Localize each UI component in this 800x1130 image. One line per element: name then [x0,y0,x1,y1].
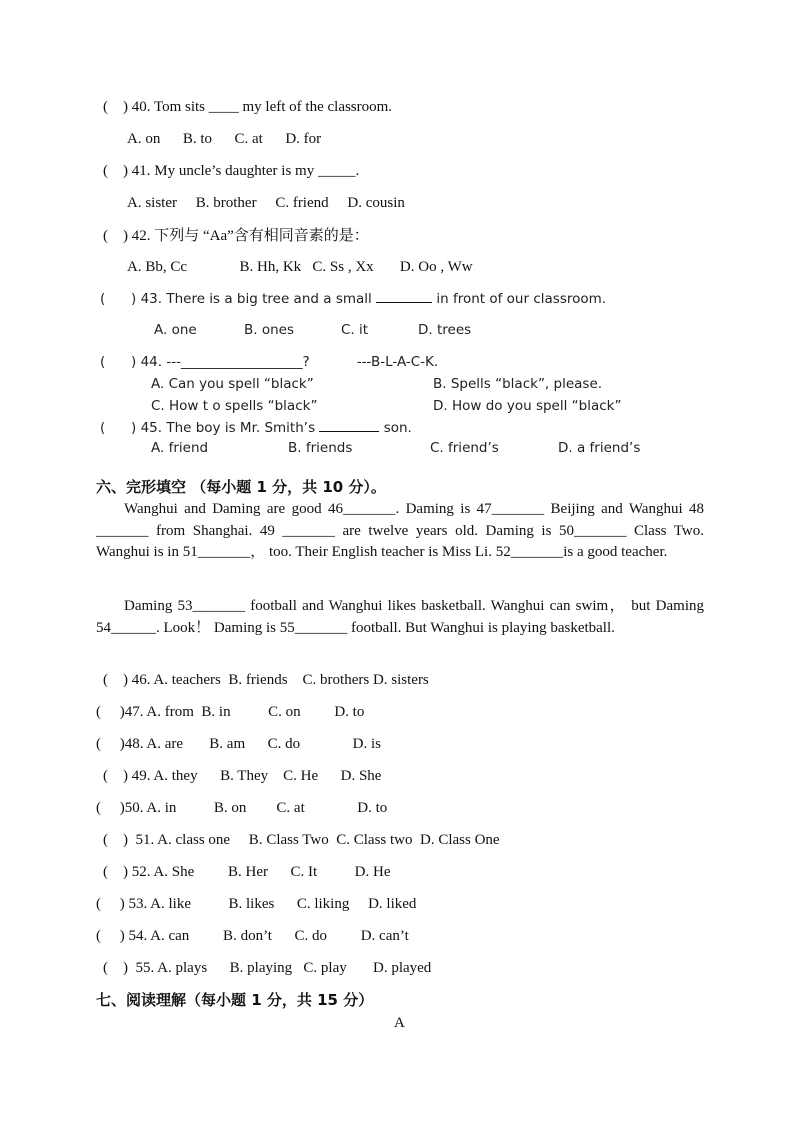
question-44: ( ) 44. ---__________________? ---B-L-A-C-K. [100,354,439,370]
question-42: ( ) 42. 下列与 “Aa”含有相同音素的是： [103,228,369,244]
question-46: ( ) 46. A. teachers B. friends C. brothers D. sisters [103,672,429,688]
question-42-options: A. Bb, Cc B. Hh, Kk C. Ss , Xx D. Oo , Ww [127,259,473,275]
answer-blank [319,417,379,432]
question-44-option-c: C. How t o spells “black” [151,398,318,414]
question-43-option-d: D. trees [418,322,472,338]
question-43-option-b: B. ones [244,322,294,338]
question-54: ( ) 54. A. can B. don’t C. do D. can’t [96,928,409,944]
question-45-option-b: B. friends [288,440,353,456]
question-41: ( ) 41. My uncle’s daughter is my _____. [103,163,360,179]
question-45: ( ) 45. The boy is Mr. Smith’s son. [100,417,412,438]
section-6-heading: 六、完形填空 （每小题 1 分，共 10 分）。 [96,478,386,496]
question-49: ( ) 49. A. they B. They C. He D. She [103,768,382,784]
question-50: ( )50. A. in B. on C. at D. to [96,800,388,816]
question-43-option-a: A. one [154,322,197,338]
cloze-paragraph-1: Wanghui and Daming are good 46_______. Daming is 47_______ Beijing and Wanghui 48 _______ from Shanghai. 49 _______ are twelve years old. Daming is 50_______ Class Two. Wanghui is in 51_______， too. Their English teacher is Miss Li. 52_______is a good teacher. [96,501,704,561]
cloze-paragraph-2: Daming 53_______ football and Wanghui likes basketball. Wanghui can swim， but Daming 54______. Look！ Daming is 55_______ football. But Wanghui is playing basketball. [96,598,704,636]
question-44-option-a: A. Can you spell “black” [151,376,314,392]
question-40: ( ) 40. Tom sits ____ my left of the classroom. [103,99,393,115]
question-45-option-c: C. friend’s [430,440,499,456]
question-51: ( ) 51. A. class one B. Class Two C. Class two D. Class One [103,832,500,848]
passage-label: A [394,1015,405,1031]
question-43: ( ) 43. There is a big tree and a small in front of our classroom. [100,288,606,309]
question-40-options: A. on B. to C. at D. for [127,131,322,147]
question-44-option-b: B. Spells “black”, please. [433,376,603,392]
question-41-options: A. sister B. brother C. friend D. cousin [127,195,405,211]
question-55: ( ) 55. A. plays B. playing C. play D. played [103,960,432,976]
question-53: ( ) 53. A. like B. likes C. liking D. liked [96,896,417,912]
question-47: ( )47. A. from B. in C. on D. to [96,704,365,720]
question-44-option-d: D. How do you spell “black” [433,398,622,414]
answer-blank [376,288,432,303]
question-52: ( ) 52. A. She B. Her C. It D. He [103,864,391,880]
question-45-option-d: D. a friend’s [558,440,641,456]
question-43-option-c: C. it [341,322,369,338]
question-48: ( )48. A. are B. am C. do D. is [96,736,381,752]
question-45-option-a: A. friend [151,440,209,456]
section-7-heading: 七、阅读理解（每小题 1 分，共 15 分） [96,991,374,1009]
